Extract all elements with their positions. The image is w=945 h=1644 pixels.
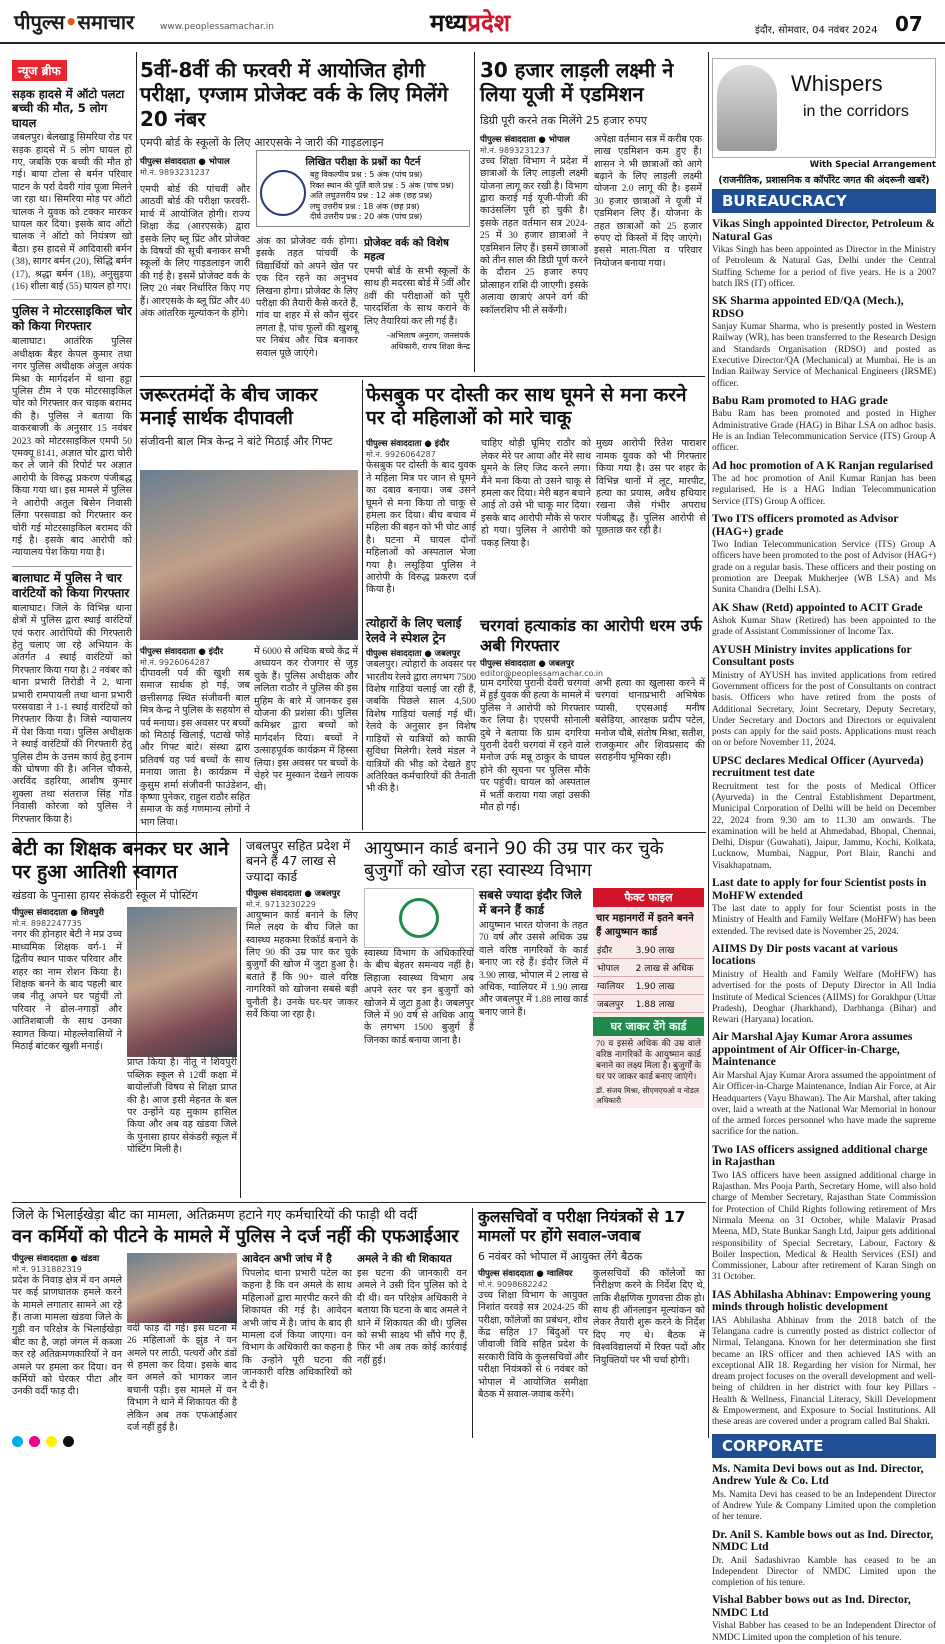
section-title: मध्यप्रदेश: [430, 9, 511, 37]
facebook-body-3: मुख्य आरोपी रितेश पाराशर नामक युवक को भी गिरफ्तार किया गया है। उस पर शहर के विभिन्न थानों में लूट, मारपीट, हत्या का प्रयास, अवैध हथियार रखना जैसे गंभीर अपराध पंजीबद्ध हैं। पुलिस आरोपी से पूछताछ कर रही है।: [596, 438, 706, 537]
whispers-column: Whispers in the corridors With Special Arrangement (राजनीतिक, प्रशासनिक व कॉर्पोरेट जगत की अंदरूनी खबरें) BUREAUCRACY Vikas Singh appointed Director, Petroleum & Natural Gas Vikas Singh has been appointed as Director in the Ministry of Petroleum & Natural Gas, Delhi under the Central Staffing Scheme for a period of five years. He is a 2007 batch IRS (IT) officer. SK Sharma appointed ED/QA (Mech.), RDSO Sanjay Kumar Sharma, who is presently posted in Western Railway (WR), has been transferred to the Research Design and Standards Organisation (RDSO) and posted as Executive Director/QA (Mechanical) at Mumbai. He is an Indian Railway Service of Mechanical Engineers (IRSME) officer. Babu Ram promoted to HAG grade Babu Ram has been promoted and posted in Higher Administrative Grade (HAG) in Bihar LSA on adhoc basis. He is an Indian Telecommunication Service (ITS) Group A officer. Ad hoc promotion of A K Ranjan regularised The ad hoc promotion of Anil Kumar Ranjan has been regularised. He is a HAG Indian Telecommunication Service (ITS) Group A officer. Two ITS officers promoted as Advisor (HAG+) grade Two Indian Telecommunication Service (ITS) Group A officers have been promoted to the post of Advisor (HAG+) grade on a regular basis. These officers and their posting on promotion are Deepak Mukherjee (WB LSA) and Ms Sunita Chandra (Delhi LSA). AK Shaw (Retd) appointed to ACIT Grade Ashok Kumar Shaw (Retired) has been appointed to the grade of Assistant Commissioner of Income Tax. AYUSH Ministry invites applications for Consultant posts Ministry of AYUSH has invited applications from retired Government officers for the post of Consultants on contract basis. Officers who have retired from the posts of Additional Secretary, Joint Secretary, Deputy Secretary, Under Secretary and Doctors and Directors or equivalent posts can apply for the said posts. Applications must reach on or before November 11, 2024. UPSC declares Medical Officer (Ayurveda) recruitment test date Recruitment test for the posts of Medical Officer (Ayurveda) in the Central Establishment Department, Municipal Corporation of Delhi will be held on December 22, 2024 from 9.30 am to 11.30 am onwards. The examination will be held at Ahmedabad, Bhopal, Chennai, Delhi, Dispur (Guwahati), Jaipur, Jammu, Kochi, Kolkata, Lucknow, Mumbai, Nagpur, Port Blair, Ranchi and Visakhapatnam. Last date to apply for four Scientist posts in MoHFW extended The last date to apply for four Scientist posts in the Ministry of Health and Family Welfare (MoHFW) has been extended. The revised date is November 25, 2024. AIIMS Dy Dir posts vacant at various locations Ministry of Health and Family Welfare (MoHFW) has advertised for the posts of Deputy Director in All India Institute of Medical Sciences (AIIMS) for Gorakhpur (Uttar Pradesh), Deoghar (Jharkhand), Darbhanga (Bihar) and Rewari (Haryana) location. Air Marshal Ajay Kumar Arora assumes appointment of Air Officer-in-Charge, Maintenance Air Marshal Ajay Kumar Arora assumed the appointment of Air Officer-in-Charge Maintenance, Indian Air Force, at Air Headquarters (Vayu Bhawan). The Air Marshal, after taking over, laid a wreath at the National War Memorial in honour of the armed forces personnel who have made the supreme sacrifice for the nation. Two IAS officers assigned additional charge in Rajasthan Two IAS officers have been assigned additional charge in Rajasthan. Mrs Pooja Parth, Secretary Home, will also hold charge of Member Secretary, Rajasthan State Commission for Protection of Child Rights following retirement of Mrs Nirmala Meena on 31 October, while Malavir Prasad Meena, MD, State Bunkar Sangh Ltd, Jaipur gets additional responsibility of Special Secretary, Labour, Factory & Boiler Inspection, Medical & Health Services (ESI) and Commissioner, Labour after retirement of Karan Singh on 31 October. IAS Abhilasha Abhinav: Empowering young minds through holistic development IAS Abhilasha Abhinav from the 2018 batch of the Telangana cadre is currently posted as district collector of Nirmal, Telangana. Known for her determination she first became an IRS officer and then achieved IAS with an exceptional AIR 18. Regarding her vision for Nirmal, her dream project focuses on the overall development and well-being of children in her district with four key Pillars -Health & Wellness, Financial Literacy, Skill Development & Empowerment, and Exposure to Social Institutions. All these areas are covered under a program called Bal Shakti. CORPORATE Ms. Namita Devi bows out as Ind. Director, Andrew Yule & Co. Ltd Ms. Namita Devi has ceased to be an Independent Director of Andrew Yule & Company Limited upon the completion of her tenure. Dr. Anil S. Kamble bows out as Ind. Director, NMDC Ltd Dr. Anil Sadashivrao Kamble has ceased to be an Independent Director of NMDC Limited upon the completion of his tenure. Vishal Babber bows out as Ind. Director, NMDC Ltd Vishal Babber has ceased to be an Independent Director of NMDC Limited upon the completion of his tenure.: [712, 58, 936, 1440]
train-headline: त्योहारों के लिए चलाई रेलवे ने स्पेशल ट्रेन: [366, 616, 462, 645]
chargawan-story: चरगवां हत्याकांड का आरोपी धरम उर्फ अबी गिरफ्तार पीपुल्स संवाददाता ● जबलपुर editor@peoplessamachar.co.in ग्राम दगरिया पुरानी देवरी चरगवां में हुई युवक की हत्या के मामले में पुलिस ने आरोपी को गिरफ्तार कर लिया है। एएसपी सोनाली दुबे ने बताया कि ग्राम दगरिया पुरानी देवरी चरगवां में रहने वाले मनोज उर्फ मन्नू ठाकुर के घायल होने की सूचना पर पुलिस मौके पर पहुंची। घायल को अस्पताल में भर्ती कराया गया जहां उसकी मौत हो गई। अभी हत्या का खुलासा करने में चरगवां थानाप्रभारी अभिषेक प्यासी, एएसआई मनीष बसेड़िया, आरक्षक प्रदीप पटेल, मनोज चौबे, संतोष मिश्रा, सतीश, राजकुमार और शिवप्रसाद की सराहनीय भूमिका रही।: [480, 616, 705, 814]
registrar-kicker: 6 नवंबर को भोपाल में आयुक्त लेंगे बैठक: [478, 1249, 643, 1263]
ayushman-body: स्वास्थ्य विभाग के अधिकारियों के बीच बेहतर समन्वय नहीं है। लिहाजा स्वास्थ्य विभाग अब अपने स्तर पर इन बुजुर्गों को खोजने में जुटा हुआ है। जबलपुर जिले में 90 वर्ष से अधिक आयु के लगभग 1500 बुजुर्ग हैं जिनका कार्ड बनाया जाना है।: [364, 947, 474, 1046]
whisper-head: Ad hoc promotion of A K Ranjan regularised: [712, 459, 933, 472]
forest-col-2: वर्दी फाड़ दी गई। इस घटना में 26 महिलाओं के झुंड ने वन अमले पर लाठी, पत्थरों और डंडों से हमला कर दिया। इसके बाद वन अमले को भागकर जान बचानी पड़ी। इस मामले में वन विभाग ने थाने में शिकायत की है लेकिन अब तक एफआईआर दर्ज नहीं हुई है।: [127, 1322, 237, 1434]
brief-label: न्यूज ब्रीफ: [12, 60, 67, 81]
exam-pattern-box: लिखित परीक्षा के प्रश्नों का पैटर्न बहु विकल्पीय प्रश्न : 5 अंक (पांच प्रश्न) रिक्त स्थान की पूर्ति वाले प्रश्न : 5 अंक (पांच प्रश्न) अति लघुउत्तरीय प्रश्न : 12 अंक (छह प्रश्न) लघु उत्तरीय प्रश्न : 18 अंक (छह प्रश्न) दीर्घ उत्तरीय प्रश्न : 20 अंक (पांच प्रश्न): [256, 150, 470, 227]
brief-3-head: बालाघाट में पुलिस ने चार वारंटियों को किया गिरफ्तार: [12, 566, 132, 601]
chargawan-body: ग्राम दगरिया पुरानी देवरी चरगवां में हुई युवक की हत्या के मामले में पुलिस ने आरोपी को गिरफ्तार कर लिया है। एएसपी सोनाली दुबे ने बताया कि ग्राम दगरिया पुरानी देवरी चरगवां में रहने वाले मनोज उर्फ मन्नू ठाकुर के घायल होने की सूचना पर पुलिस मौके पर पहुंची। घायल को अस्पताल में भर्ती कराया गया जहां उसकी मौत हो गई।: [480, 678, 590, 814]
exam-body-2: अंक का प्रोजेक्ट वर्क होगा। इसके तहत पांचवीं के विद्यार्थियों को अपने खेत पर एक दिन रहने का अनुभव लिखना होगा। प्रोजेक्ट के लिए परीक्षा की तैयारी कैसे करते हैं, गांव या शहर में से कौन सुंदर लगता है, पांच फूलों की खुशबू पर निबंध और चित्र बनाकर सवाल पूछे जाएंगे।: [256, 236, 358, 359]
section-rule: [12, 1202, 706, 1203]
whisper-head: Two ITS officers promoted as Advisor (HAG+) grade: [712, 513, 899, 538]
fact-file-table: इंदौर 3.90 लाख भोपाल 2 लाख से अधिक ग्वालियर 1.90 लाख जबलपुर 1.88 लाख: [593, 941, 704, 1013]
teacher-story: बेटी का शिक्षक बनकर घर आने पर हुआ आतिशी स्वागत खंडवा के पुनासा हायर सेकंडरी स्कूल में पोस्टिंग पीपुल्स संवाददाता ● शिवपुरी मो.नं. 8982247735 नगर की होनहार बेटी ने मप्र उच्च माध्यमिक शिक्षक वर्ग-1 में द्वितीय स्थान पाकर परिवार और शहर का नाम रोशन किया है। शिक्षक बनने के बाद पहली बार जब नीतू अपने घर पहुंचीं तो परिवार ने ढोल-नगाड़ों और आतिशबाजी के साथ उनका स्वागत किया। मोहल्लेवासियों ने मिठाई बांटकर खुशी मनाई। प्राप्त किया है। नीतू ने शिवपुरी पब्लिक स्कूल से 12वीं कक्षा में बायोलॉजी विषय से शिक्षा प्राप्त की है। आज इसी मेहनत के बल पर उन्होंने यह मुकाम हासिल किया और अब वह खंडवा जिले के पुनासा हायर सेकंडरी स्कूल में पोस्टिंग मिली है।: [12, 838, 237, 1156]
exam-special: प्रोजेक्ट वर्क को विशेष महत्व एमपी बोर्ड के सभी स्कूलों के साथ ही मदरसा बोर्ड में 5वीं और 8वीं की परीक्षाओं को पूरी पारदर्शिता के साथ कराने के लिए तैयारियां कर ली गई हैं। -अभिलाष अनुराग, जनसंपर्क अधिकारी, राज्य शिक्षा केन्द्र: [364, 237, 470, 352]
brief-1-head: सड़क हादसे में ऑटो पलटा बच्ची की मौत, 5 लोग घायल: [12, 87, 125, 130]
jabalpur-headline: जबलपुर सहित प्रदेश में बनने हैं 47 लाख से ज्यादा कार्ड: [246, 838, 351, 884]
whisper-text: Vishal Babber has ceased to be an Independent Director of NMDC Limited upon the completion of his tenure.: [712, 1621, 936, 1643]
forest-photo: [127, 1253, 237, 1323]
whisper-text: Vikas Singh has been appointed as Director in the Ministry of Petroleum & Natural Gas, Delhi under the Central Staffing Scheme for a period of five years. He is a 2007 batch IRS (IT) officer.: [712, 245, 936, 289]
corporate-items: [712, 1463, 936, 1644]
whisper-text: The last date to apply for four Scientist posts in the Ministry of Health and Family Welfare (MoHFW) has been extended. The revised date is November 25, 2024.: [712, 904, 936, 937]
whisper-text: Air Marshal Ajay Kumar Arora assumed the appointment of Air Officer-in-Charge Maintenance, Indian Air Force, at Air Headquarters (Vayu Bhawan). The Air Marshal, after taking over, laid a wreath at the National War Memorial in honour of the armed forces personnel who have made the supreme sacrifice for the nation.: [712, 1070, 936, 1138]
whisper-text: IAS Abhilasha Abhinav from the 2018 batch of the Telangana cadre is currently posted as district collector of Nirmal, Telangana. Known for her determination she first became an IRS officer and then achieved IAS with an exceptional AIR 18. Regarding her vision for Nirmal, her dream project focuses on the overall development and well-being of children in her district with four key Pillars -Health & Wellness, Financial Literacy, Skill Development & Empowerment, and Exposure to Social Institutions. All these areas are covered under a program called Bal Shakti.: [712, 1315, 936, 1428]
facebook-body-1: फेसबुक पर दोस्ती के बाद युवक ने महिला मित्र पर जान से घूमने का दबाव बनाया। जब उसने घूमने से मना किया तो चाकू से हमला कर दिया। बीच बचाव में महिला की बहन को भी चोट आई है। घटना में घायल दोनों महिलाओं को अस्पताल भेजा गया है। लसूड़िया पुलिस ने आरोपी के विरुद्ध प्रकरण दर्ज किया है।: [366, 460, 476, 596]
whisper-text: Recruitment test for the posts of Medical Officer (Ayurveda) in the Central Establishment Department, Municipal Corporation of Delhi will be held on December 22, 2024 from 9.30 am to 11.30 am onwards. The examination will be held at Ahmedabad, Bhopal, Chennai, Delhi, Dispur (Guwahati), Jaipur, Jammu, Kochi, Kolkata, Lucknow, Mumbai, Nagpur, Port Blair, Ranchi and Visakhapatnam.: [712, 781, 936, 871]
whispers-items: [712, 218, 936, 1429]
registrar-story: कुलसचिवों व परीक्षा नियंत्रकों से 17 मामलों पर होंगे सवाल-जवाब 6 नवंबर को भोपाल में आयुक्त लेंगे बैठक पीपुल्स संवाददाता ● ग्वालियर मो.नं. 9098682242 उच्च शिक्षा विभाग के आयुक्त निशांत वरवड़े सत्र 2024-25 की परीक्षा, कॉलेजों का प्रबंधन, शोध केंद्र सहित 17 बिंदुओं पर जीवाजी विवि सहित प्रदेश के सरकारी विवि के कुलसचिवों और परीक्षा नियंत्रकों से 6 नवंबर को भोपाल में आयोजित समीक्षा बैठक में सवाल-जवाब करेंगे। कुलसचिवों की कॉलेजों का निरीक्षण करने के निर्देश दिए थे, ताकि शैक्षणिक गुणवत्ता ठीक हो। साथ ही ऑनलाइन मूल्यांकन को लेकर तैयारी शुरू करने के निर्देश दिए गए थे। बैठक में विश्वविद्यालयों में रिक्त पदों और नियुक्तियों पर भी चर्चा होगी।: [478, 1208, 705, 1401]
forest-col-4: इस घटना की जानकारी वन अमले ने उसी दिन पुलिस को दे दी थी। वन परिक्षेत्र अधिकारी ने बताया कि घटना के बाद अमले ने थाने में शिकायत की थी। पुलिस को सभी साक्ष्य भी सौंपे गए हैं, फिर भी अब तक कोई कार्रवाई नहीं हुई।: [357, 1267, 467, 1366]
ladli-body-1: उच्च शिक्षा विभाग ने प्रदेश में छात्राओं के लिए लाड़ली लक्ष्मी योजना लागू कर रखी है। विभाग द्वारा कराई गई यूजी-पीजी की काउंसलिंग पूरी हो चुकी है। इसके तहत वर्तमान सत्र 2024-25 में 30 हजार छात्राओं ने एडमिशन लिए हैं। इसमें छात्राओं को तीन साल की डिग्री पूर्ण करने के दौरान 25 हजार रुपए प्रोत्साहन राशि दी जाएगी। इसके अलावा छात्राएं अपने वर्ग की स्कॉलरशिप भी ले सकेंगी।: [480, 155, 588, 316]
pattern-item: लघु उत्तरीय प्रश्न : 18 अंक (छह प्रश्न): [310, 201, 420, 211]
whisper-text: The ad hoc promotion of Anil Kumar Ranjan has been regularised. He is a HAG Indian Telecommunication Service (ITS) Group A officer.: [712, 474, 936, 507]
dateline: इंदौर, सोमवार, 04 नवंबर 2024: [755, 25, 878, 36]
rsk-seal-icon: [260, 170, 306, 216]
whisper-text: Ministry of AYUSH has invited applications from retired Government officers for the post of Consultants on contract basis. Officers who have retired from the posts of Additional Secretary, Joint Secretary, Deputy Secretary, Under Secretary and Doctors and Directors or equivalent posts can apply for the said posts. Applications must reach on or before November 11, 2024.: [712, 670, 936, 749]
column-rule: [708, 52, 709, 1438]
forest-kicker: जिले के भिलाईखेड़ा बीट का मामला, अतिक्रमण हटाने गए कर्मचारियों की फाड़ी थी वर्दी: [12, 1208, 418, 1223]
brief-2-head: पुलिस ने मोटरसाइकिल चोर को किया गिरफ्तार: [12, 299, 132, 334]
whisper-head: AYUSH Ministry invites applications for Consultant posts: [712, 643, 912, 669]
cmyk-marks: [12, 1432, 80, 1451]
whisper-head: Vikas Singh appointed Director, Petroleum & Natural Gas: [712, 218, 935, 243]
corporate-bar: CORPORATE: [712, 1434, 936, 1458]
fact-file-box: फैक्ट फाइल चार महानगरों में इतने बनने हैं आयुष्मान कार्ड इंदौर 3.90 लाख भोपाल 2 लाख से अधिक ग्वालियर 1.90 लाख जबलपुर 1.88 लाख घर जाकर देंगे कार्ड 70 व इससे अधिक की उम्र वाले वरिष्ठ नागरिकों के आयुष्मान कार्ड बनाने का लक्ष्य मिला है। बुजुर्गों के घर पर जाकर कार्ड बनाए जाएंगे। डॉ. संजय मिश्रा, सीएमएचओ व नोडल अधिकारी: [593, 888, 704, 1108]
teacher-body-1: नगर की होनहार बेटी ने मप्र उच्च माध्यमिक शिक्षक वर्ग-1 में द्वितीय स्थान पाकर परिवार और शहर का नाम रोशन किया है। शिक्षक बनने के बाद पहली बार जब नीतू अपने घर पहुंचीं तो परिवार ने ढोल-नगाड़ों और आतिशबाजी के साथ उनका स्वागत किया। मोहल्लेवासियों ने मिठाई बांटकर खुशी मनाई।: [12, 929, 122, 1052]
whispers-logo: Whispers in the corridors: [712, 58, 936, 158]
ayushman-sub-head: सबसे ज्यादा इंदौर जिले में बनने हैं कार्ड: [479, 887, 582, 917]
deepawali-photo: [140, 470, 358, 640]
column-rule: [240, 838, 241, 1198]
pmjay-logo-icon: [364, 888, 474, 948]
teacher-headline: बेटी का शिक्षक बनकर घर आने पर हुआ आतिशी स्वागत: [12, 838, 229, 884]
deepawali-headline: जरूरतमंदों के बीच जाकर मनाई सार्थक दीपावली: [140, 384, 318, 430]
forest-story: जिले के भिलाईखेड़ा बीट का मामला, अतिक्रमण हटाने गए कर्मचारियों की फाड़ी थी वर्दी वन कर्मियों को पीटने के मामले में पुलिस ने दर्ज नहीं की एफआईआर पीपुल्स संवाददाता ● खंडवा मो.नं. 9131882319 प्रदेश के निवाड़ क्षेत्र में वन अमले पर कई प्राणघातक हमले करने के मामले लगातार सामने आ रहे हैं। ताजा मामला खंडवा जिले के गुड़ी वन परिक्षेत्र के भिलाईखेड़ा बीट का है, जहां जंगल में कब्जा कर रहे अतिक्रमणकारियों ने वन अमले पर हमला कर दिया। वन कर्मियों को घेरकर पीटा और उनकी वर्दी फाड़ दी। वर्दी फाड़ दी गई। इस घटना में 26 महिलाओं के झुंड ने वन अमले पर लाठी, पत्थरों और डंडों से हमला कर दिया। इसके बाद वन अमले को भागकर जान बचानी पड़ी। इस मामले में वन विभाग ने थाने में शिकायत की है लेकिन अब तक एफआईआर दर्ज नहीं हुई है। आवेदन अभी जांच में है पिपलोद थाना प्रभारी पटेल का कहना है कि वन अमले के साथ महिलाओं द्वारा मारपीट करने की शिकायत की गई है। आवेदन अभी जांच में है। जांच के बाद ही मामला दर्ज किया जाएगा। वन विभाग के अधिकारी का कहना है कि उन्होंने पूरी घटना की जानकारी वरिष्ठ अधिकारियों को दे दी है। अमले ने की थी शिकायत इस घटना की जानकारी वन अमले ने उसी दिन पुलिस को दे दी थी। वन परिक्षेत्र अधिकारी ने बताया कि घटना के बाद अमले ने थाने में शिकायत की थी। पुलिस को सभी साक्ष्य भी सौंपे गए हैं, फिर भी अब तक कोई कार्रवाई नहीं हुई।: [12, 1208, 467, 1434]
pattern-item: दीर्घ उत्तरीय प्रश्न : 20 अंक (पांच प्रश्न): [310, 212, 423, 221]
teacher-photo: [127, 907, 237, 1057]
whisper-head: Babu Ram promoted to HAG grade: [712, 394, 888, 407]
brief-1-body: जबलपुर। बेलखाडू सिमरिया रोड पर सड़क हादसे में 5 लोग घायल हो गए, जबकि एक बच्ची की मौत हो गई। बाया टोला से बर्मन परिवार पाटन के पर्रा देवरी गांव पूजा मिलने जा रहा था। सिमरिया मोड़ पर ऑटो चालक ने युवक को टक्कर मारकर घायल कर दिया। इसके बाद ऑटो चालक ने ऑटो को नियंत्रण खो बैठा। इस हादसे में आदिवासी बर्मन (38), सागर बर्मन (20), सिद्धि बर्मन (17), श्रद्धा बर्मन (18), अनुसुइया (16) शीला बाई (55) घायल हो गए।: [12, 132, 132, 292]
forest-col-1: प्रदेश के निवाड़ क्षेत्र में वन अमले पर कई प्राणघातक हमले करने के मामले लगातार सामने आ रहे हैं। ताजा मामला खंडवा जिले के गुड़ी वन परिक्षेत्र के भिलाईखेड़ा बीट का है, जहां जंगल में कब्जा कर रहे अतिक्रमणकारियों ने वन अमले पर हमला कर दिया। वन कर्मियों को घेरकर पीटा और उनकी वर्दी फाड़ दी।: [12, 1274, 122, 1398]
exam-body-1: एमपी बोर्ड की पांचवीं और आठवीं बोर्ड की परीक्षा फरवरी-मार्च में आयोजित होगी। राज्य शिक्षा केंद्र (आरएसके) द्वारा इसके लिए ब्लू प्रिंट और प्रोजेक्ट के विषयों की सूची बनाकर सभी स्कूलों के लिए गाइडलाइन जारी की गई है। इसमें प्रोजेक्ट वर्क के लिए 20 नंबर निर्धारित किए गए हैं। आरएसके के ब्लू प्रिंट और 40 अंक आंतरिक मूल्यांकन के होंगे।: [140, 184, 250, 320]
whisper-text: Two Indian Telecommunication Service (ITS) Group A officers have been promoted to the post of Advisor (HAG+) grade on a regular basis. These officers and their posting on promotion are Deepak Mukherjee (WB LSA) and Ms Sunita Chandra (Delhi LSA).: [712, 540, 936, 596]
pattern-item: रिक्त स्थान की पूर्ति वाले प्रश्न : 5 अंक (पांच प्रश्न): [310, 180, 454, 190]
column-rule: [474, 52, 475, 372]
whisper-head: Dr. Anil S. Kamble bows out as Ind. Director, NMDC Ltd: [712, 1528, 934, 1554]
column-rule: [136, 52, 137, 890]
registrar-headline: कुलसचिवों व परीक्षा नियंत्रकों से 17 मामलों पर होंगे सवाल-जवाब: [478, 1208, 686, 1245]
ayushman-story: [364, 838, 704, 1198]
brief-2-body: बालाघाट। आतंरिक पुलिस अधीक्षक बैहर केपल कुमार तथा नगर पुलिस अधीक्षक अंजुल अयंक मिश्रा के मार्गदर्शन में थाना हट्टा पुलिस टीम ने एक मोटरसाइकिल चोर को गिरफ्तार कर चाइक बरामद की है। पुलिस ने बताया कि वाकरबाजी के अनुसार 15 नवंबर 2023 को मोटरसाइकिल एमपी 50 एमक्यू 8141, अज्ञात चोर द्वारा चोरी कर ले जाने की रिपोर्ट पर अज्ञात आरोपी के विरुद्ध प्रकरण पंजीबद्ध किया गया था। इस मामले में पुलिस ने आरोपी अतुल बिसेन निवासी लिंगा परसवाडा को गिरफ्तार कर चोरी गई मोटरसाइकिल बरामद की गई है। इसके बाद आरोपी को न्यायालय पेश किया गया है।: [12, 336, 132, 559]
forest-col-3: पिपलोद थाना प्रभारी पटेल का कहना है कि वन अमले के साथ महिलाओं द्वारा मारपीट करने की शिकायत की गई है। आवेदन अभी जांच में है। जांच के बाद ही मामला दर्ज किया जाएगा। वन विभाग के अधिकारी का कहना है कि उन्होंने पूरी घटना की जानकारी वरिष्ठ अधिकारियों को दे दी है।: [242, 1267, 352, 1391]
jabalpur-story: जबलपुर सहित प्रदेश में बनने हैं 47 लाख से ज्यादा कार्ड पीपुल्स संवाददाता ● जबलपुर मो.नं. 9713230229 आयुष्मान कार्ड बनाने के लिए मिले लक्ष्य के बीच जिले का स्वास्थ्य महकमा रिकॉर्ड बनाने के लिए 90 की उम्र पार कर चुके बुजुर्गों की खोज में जुटा हुआ है। बताते हैं कि 90+ वाले वरिष्ठ नागरिकों को खोजना सबसे बड़ी चुनौती है। उनके घर-घर जाकर सर्वे किया जा रहा है।: [246, 838, 358, 1020]
whisper-head: IAS Abhilasha Abhinav: Empowering young minds through holistic development: [712, 1288, 931, 1314]
whisper-head: Vishal Babber bows out as Ind. Director, NMDC Ltd: [712, 1594, 911, 1619]
ladli-story: 30 हजार लाड़ली लक्ष्मी ने लिया यूजी में एडमिशन डिग्री पूरी करने तक मिलेंगे 25 हजार रुपए पीपुल्स संवाददाता ● भोपाल मो.नं. 9893231237 उच्च शिक्षा विभाग ने प्रदेश में छात्राओं के लिए लाड़ली लक्ष्मी योजना लागू कर रखी है। विभाग द्वारा कराई गई यूजी-पीजी की काउंसलिंग पूरी हो चुकी है। इसके तहत वर्तमान सत्र 2024-25 में 30 हजार छात्राओं ने एडमिशन लिए हैं। इसमें छात्राओं को तीन साल की डिग्री पूर्ण करने के दौरान 25 हजार रुपए प्रोत्साहन राशि दी जाएगी। इसके अलावा छात्राएं अपने वर्ग की स्कॉलरशिप भी ले सकेंगी। अपेक्षा वर्तमान सत्र में करीब एक लाख एडमिशन कम हुए हैं। शासन ने भी छात्राओं को आगे बढ़ाने के लिए लाड़ली लक्ष्मी योजना 2.0 लागू की है। इसमें 30 हजार छात्राओं ने यूजी में एडमिशन लिए हैं। योजना के तहत छात्राओं को 25 हजार रुपए दो किस्तों में दिए जाएंगे। इससे माता-पिता व परिवार नियोजन बनाया गया।: [480, 58, 702, 316]
whisper-head: SK Sharma appointed ED/QA (Mech.), RDSO: [712, 295, 904, 320]
columnist-photo: [717, 65, 777, 151]
train-story: त्योहारों के लिए चलाई रेलवे ने स्पेशल ट्रेन पीपुल्स संवाददाता ● जबलपुर जबलपुर। त्योहारों के अवसर पर भारतीय रेलवे द्वारा लगभग 7500 विशेष गाड़ियां चलाई जा रही हैं, जबकि पिछले साल 4,500 विशेष गाड़ियां चलाई गई थीं। रेलवे के अनुसार इन विशेष गाड़ियों से यात्रियों को काफी सुविधा मिलेगी। रेलवे मंडल ने यात्रियों की भीड़ को देखते हुए अतिरिक्त कर्मचारियों की तैनाती भी की है।: [366, 616, 476, 795]
deepawali-col-1: पीपुल्स संवाददाता ● इंदौर मो.नं. 9926064287 दीपावली पर्व की खुशी सब समाज सार्थक हो गई, जब छत्तीसगढ़ स्थित संजीवनी बाल मित्र केन्द्र ने पुलिस के सहयोग से पर्व मनाया। इस अवसर पर बच्चों को मिठाई खिलाई, पटाखे फोड़े और गिफ्ट बांटे। संस्था द्वारा प्रतिवर्ष यह पर्व बच्चों के साथ मनाया जाता है। कार्यक्रम में कुसुम शर्मा संजीवनी फाउंडेशन, कृष्णा पुनेकर, राहुल राठौर सहित समाज के कई गणमान्य लोगों ने भाग लिया।: [140, 647, 250, 828]
teacher-kicker: खंडवा के पुनासा हायर सेकंडरी स्कूल में पोस्टिंग: [12, 889, 198, 903]
registrar-body-1: उच्च शिक्षा विभाग के आयुक्त निशांत वरवड़े सत्र 2024-25 की परीक्षा, कॉलेजों का प्रबंधन, शोध केंद्र सहित 17 बिंदुओं पर जीवाजी विवि सहित प्रदेश के सरकारी विवि के कुलसचिवों और परीक्षा नियंत्रकों से 6 नवंबर को भोपाल में आयोजित समीक्षा बैठक में सवाल-जवाब करेंगे।: [478, 1289, 588, 1401]
facebook-headline: फेसबुक पर दोस्ती कर साथ घूमने से मना करने पर दो महिलाओं को मारे चाकू: [366, 384, 687, 430]
news-brief-column: [12, 60, 132, 890]
deepawali-kicker: संजीवनी बाल मित्र केन्द्र ने बांटे मिठाई और गिफ्ट: [140, 435, 333, 449]
page-number: 07: [895, 12, 923, 36]
whisper-text: Ministry of Health and Family Welfare (MoHFW) has advertised for the posts of Deputy Director in All India Institute of Medical Sciences (AIIMS) for Gorakhpur (Uttar Pradesh), Deoghar (Jharkhand), Darbhanga (Bihar) and Rewari (Haryana) location.: [712, 969, 936, 1026]
exam-byline: पीपुल्स संवाददाता ● भोपाल मो.नं. 9893231237: [140, 157, 230, 178]
jabalpur-body: आयुष्मान कार्ड बनाने के लिए मिले लक्ष्य के बीच जिले का स्वास्थ्य महकमा रिकॉर्ड बनाने के लिए 90 की उम्र पार कर चुके बुजुर्गों की खोज में जुटा हुआ है। बताते हैं कि 90+ वाले वरिष्ठ नागरिकों को खोजना सबसे बड़ी चुनौती है। उनके घर-घर जाकर सर्वे किया जा रहा है।: [246, 909, 358, 1020]
section-rule: [12, 832, 706, 833]
ladli-byline: पीपुल्स संवाददाता ● भोपाल: [480, 134, 570, 145]
brief-3-body: बालाघाट। जिले के विभिन्न थाना क्षेत्रों में पुलिस द्वारा स्थाई वारंटियों एवं फरार आरोपियों की गिरफ्तारी हेतु चलाए जा रहे अभियान के अंतर्गत 4 स्थाई वारंटियों को गिरफ्तार किया गया है। 2 नवंबर को थाना प्रभारी तिरोडी ने 2, थाना प्रभारी रामपायली तथा थाना प्रभारी परसवाडा ने 1-1 स्थाई वारंटियों को गिरफ्तार किया है। जिसे न्यायालय में पेश किया गया। पुलिस अधीक्षक ने स्थाई वारंटियों की गिरफ्तारी हेतु पुलिस टीम के उत्तम कार्य हेतु इनाम की घोषणा की है। अनिल चौकसे, अरविंद डहरिया, आशीष कुमार शुक्ला तथा संतराज सिंह गोंड निवासी कोरजा को पुलिस ने गिरफ्तार किया है।: [12, 602, 132, 825]
whisper-head: AK Shaw (Retd) appointed to ACIT Grade: [712, 601, 923, 614]
chargawan-body-2: अभी हत्या का खुलासा करने में चरगवां थानाप्रभारी अभिषेक प्यासी, एएसआई मनीष बसेड़िया, आरक्षक प्रदीप पटेल, मनोज चौबे, संतोष मिश्रा, सतीश, राजकुमार और शिवप्रसाद की सराहनीय भूमिका रही।: [595, 678, 705, 764]
whisper-head: Air Marshal Ajay Kumar Arora assumes appointment of Air Officer-in-Charge, Maintenance: [712, 1031, 913, 1069]
forest-headline: वन कर्मियों को पीटने के मामले में पुलिस ने दर्ज नहीं की एफआईआर: [12, 1225, 459, 1247]
ladli-headline: 30 हजार लाड़ली लक्ष्मी ने लिया यूजी में एडमिशन: [480, 58, 674, 107]
pattern-item: अति लघुउत्तरीय प्रश्न : 12 अंक (छह प्रश्न): [310, 191, 433, 200]
brand-logo: पीपुल्स•समाचार: [14, 10, 135, 34]
exam-headline: 5वीं-8वीं की फरवरी में आयोजित होगी परीक्षा, एग्जाम प्रोजेक्ट वर्क के लिए मिलेंगे 20 नंबर: [140, 58, 449, 131]
column-rule: [362, 380, 363, 830]
column-rule: [472, 1208, 473, 1438]
registrar-body-2: कुलसचिवों की कॉलेजों का निरीक्षण करने के निर्देश दिए थे, ताकि शैक्षणिक गुणवत्ता ठीक हो। साथ ही ऑनलाइन मूल्यांकन को लेकर तैयारी शुरू करने के निर्देश दिए गए थे। बैठक में विश्वविद्यालयों में रिक्त पदों और नियुक्तियों पर भी चर्चा होगी।: [593, 1267, 705, 1366]
whisper-text: Babu Ram has been promoted and posted in Higher Administrative Grade (HAG) in Bihar LSA on adhoc basis. He is an Indian Telecommunication Service (ITS) Group A officer.: [712, 409, 936, 454]
whisper-text: Two IAS officers have been assigned additional charge in Rajasthan. Mrs Pooja Parth, Secretary Home, will also hold charge of Member Secretary, Rajasthan State Commission for Protection of Child Rights following retirement of Mrs Nirmala Meena on 31 October, while Malavir Prasad Meena, MD, State Bunkar Sangh Ltd, Jaipur gets additional responsibility of Special Secretary, Labour, Factory & Boiler Inspection, Medical & Health Services (ESI) and Commissioner, Labour after retirement of Karan Singh on 31 October.: [712, 1170, 936, 1283]
whisper-head: Ms. Namita Devi bows out as Ind. Director, Andrew Yule & Co. Ltd: [712, 1462, 924, 1488]
ladli-kicker: डिग्री पूरी करने तक मिलेंगे 25 हजार रुपए: [480, 113, 647, 127]
site-url: www.peoplessamachar.in: [160, 22, 274, 32]
whisper-head: AIIMS Dy Dir posts vacant at various locations: [712, 942, 898, 968]
whisper-text: Ashok Kumar Shaw (Retired) has been appointed to the grade of Assistant Commissioner of Income Tax.: [712, 616, 936, 638]
deepawali-body-2: में 6000 से अधिक बच्चे केंद्र में अध्ययन कर रोजगार से जुड़ चुके हैं। पुलिस अधीक्षक और ललिता राठौर ने पुलिस की इस मुहिम के बारे में जानकर इस योजना की प्रशंसा की। पुलिस कमिश्नर द्वारा बच्चों को मार्गदर्शन दिया। बच्चों ने उत्साहपूर्वक कार्यक्रम में हिस्सा लिया। इस अवसर पर बच्चों के चेहरे पर मुस्कान देखने लायक थी।: [254, 646, 358, 794]
teacher-body-2: प्राप्त किया है। नीतू ने शिवपुरी पब्लिक स्कूल से 12वीं कक्षा में बायोलॉजी विषय से शिक्षा प्राप्त की है। आज इसी मेहनत के बल पर उन्होंने यह मुकाम हासिल किया और अब वह खंडवा जिले के पुनासा हायर सेकंडरी स्कूल में पोस्टिंग मिली है।: [127, 1057, 237, 1156]
whisper-head: Last date to apply for four Scientist posts in MoHFW extended: [712, 877, 927, 902]
pattern-item: बहु विकल्पीय प्रश्न : 5 अंक (पांच प्रश्न): [310, 170, 423, 179]
train-body: जबलपुर। त्योहारों के अवसर पर भारतीय रेलवे द्वारा लगभग 7500 विशेष गाड़ियां चलाई जा रही हैं, जबकि पिछले साल 4,500 विशेष गाड़ियां चलाई गई थीं। रेलवे के अनुसार इन विशेष गाड़ियों से यात्रियों को काफी सुविधा मिलेगी। रेलवे मंडल ने यात्रियों की भीड़ को देखते हुए अतिरिक्त कर्मचारियों की तैनाती भी की है।: [366, 659, 476, 795]
bureaucracy-bar: BUREAUCRACY: [712, 189, 936, 213]
ladli-body-2: अपेक्षा वर्तमान सत्र में करीब एक लाख एडमिशन कम हुए हैं। शासन ने भी छात्राओं को आगे बढ़ाने के लिए लाड़ली लक्ष्मी योजना 2.0 लागू की है। इसमें 30 हजार छात्राओं ने यूजी में एडमिशन लिए हैं। योजना के तहत छात्राओं को 25 हजार रुपए दो किस्तों में दिए जाएंगे। इससे माता-पिता व परिवार नियोजन बनाया गया।: [594, 133, 702, 269]
whisper-head: Two IAS officers assigned additional charge in Rajasthan: [712, 1143, 928, 1169]
whisper-text: Sanjay Kumar Sharma, who is presently posted in Western Railway (WR), has been transferred to the Research Design and Standards Organisation (RDSO) and posted as Executive Director/QA (Mechanical) at Mumbai. He is an Indian Railway Service of Mechanical Engineers (IRSME) officer.: [712, 322, 936, 389]
exam-kicker: एमपी बोर्ड के स्कूलों के लिए आरएसके ने जारी की गाइडलाइन: [140, 136, 384, 150]
deepawali-body: दीपावली पर्व की खुशी सब समाज सार्थक हो गई, जब छत्तीसगढ़ स्थित संजीवनी बाल मित्र केन्द्र ने पुलिस के सहयोग से पर्व मनाया। इस अवसर पर बच्चों को मिठाई खिलाई, पटाखे फोड़े और गिफ्ट बांटे। संस्था द्वारा प्रतिवर्ष यह पर्व बच्चों के साथ मनाया जाता है। कार्यक्रम में कुसुम शर्मा संजीवनी फाउंडेशन, कृष्णा पुनेकर, राहुल राठौर सहित समाज के कई गणमान्य लोगों ने भाग लिया।: [140, 668, 250, 828]
exam-story: [140, 58, 470, 368]
ayushman-sub-body: आयुष्मान भारत योजना के तहत 70 वर्ष और उससे अधिक उम्र वाले वरिष्ठ नागरिकों के कार्ड बनाए जा रहे हैं। इंदौर जिले में 3.90 लाख, भोपाल में 2 लाख से अधिक, ग्वालियर में 1.90 लाख और जबलपुर में 1.88 लाख कार्ड बनाए जाने हैं।: [479, 919, 589, 1018]
ayushman-headline: आयुष्मान कार्ड बनाने 90 की उम्र पार कर चुके बुजुर्गों को खोज रहा स्वास्थ्य विभाग: [364, 838, 664, 881]
chargawan-headline: चरगवां हत्याकांड का आरोपी धरम उर्फ अबी गिरफ्तार: [480, 616, 702, 655]
section-rule: [140, 376, 705, 377]
whisper-head: UPSC declares Medical Officer (Ayurveda) recruitment test date: [712, 754, 924, 780]
facebook-body-2: चाहिए थोड़ी घूमिए राठौर को लेकर मेरे पर आया और मेरे साथ घूमने के लिए जिद करने लगा। मैंने मना किया तो उसने चाकू से हमला कर दिया। मेरी बहन बचाने आई तो उसे भी चाकू मार दिया। इसके बाद आरोपी मौके से फरार हो गया। पुलिस ने आरोपी को पकड़ लिया है।: [481, 438, 591, 549]
whisper-text: Dr. Anil Sadashivrao Kamble has ceased to be an Independent Director of NMDC Limited upon the completion of his tenure.: [712, 1555, 936, 1589]
masthead: [0, 0, 945, 44]
whisper-text: Ms. Namita Devi has ceased to be an Independent Director of Andrew Yule & Company Limited upon the completion of her tenure.: [712, 1489, 936, 1523]
facebook-story: फेसबुक पर दोस्ती कर साथ घूमने से मना करने पर दो महिलाओं को मारे चाकू पीपुल्स संवाददाता ● इंदौर मो.नं. 9926064287 फेसबुक पर दोस्ती के बाद युवक ने महिला मित्र पर जान से घूमने का दबाव बनाया। जब उसने घूमने से मना किया तो चाकू से हमला कर दिया। बीच बचाव में महिला की बहन को भी चोट आई है। घटना में घायल दोनों महिलाओं को अस्पताल भेजा गया है। लसूड़िया पुलिस ने आरोपी के विरुद्ध प्रकरण दर्ज किया है। चाहिए थोड़ी घूमिए राठौर को लेकर मेरे पर आया और मेरे साथ घूमने के लिए जिद करने लगा। मैंने मना किया तो उसने चाकू से हमला कर दिया। मेरी बहन बचाने आई तो उसे भी चाकू मार दिया। इसके बाद आरोपी मौके से फरार हो गया। पुलिस ने आरोपी को पकड़ लिया है। मुख्य आरोपी रितेश पाराशर नामक युवक को भी गिरफ्तार किया गया है। उस पर शहर के विभिन्न थानों में लूट, मारपीट, हत्या का प्रयास, अवैध हथियार रखना जैसे गंभीर अपराध पंजीबद्ध हैं। पुलिस आरोपी से पूछताछ कर रही है।: [366, 384, 706, 596]
